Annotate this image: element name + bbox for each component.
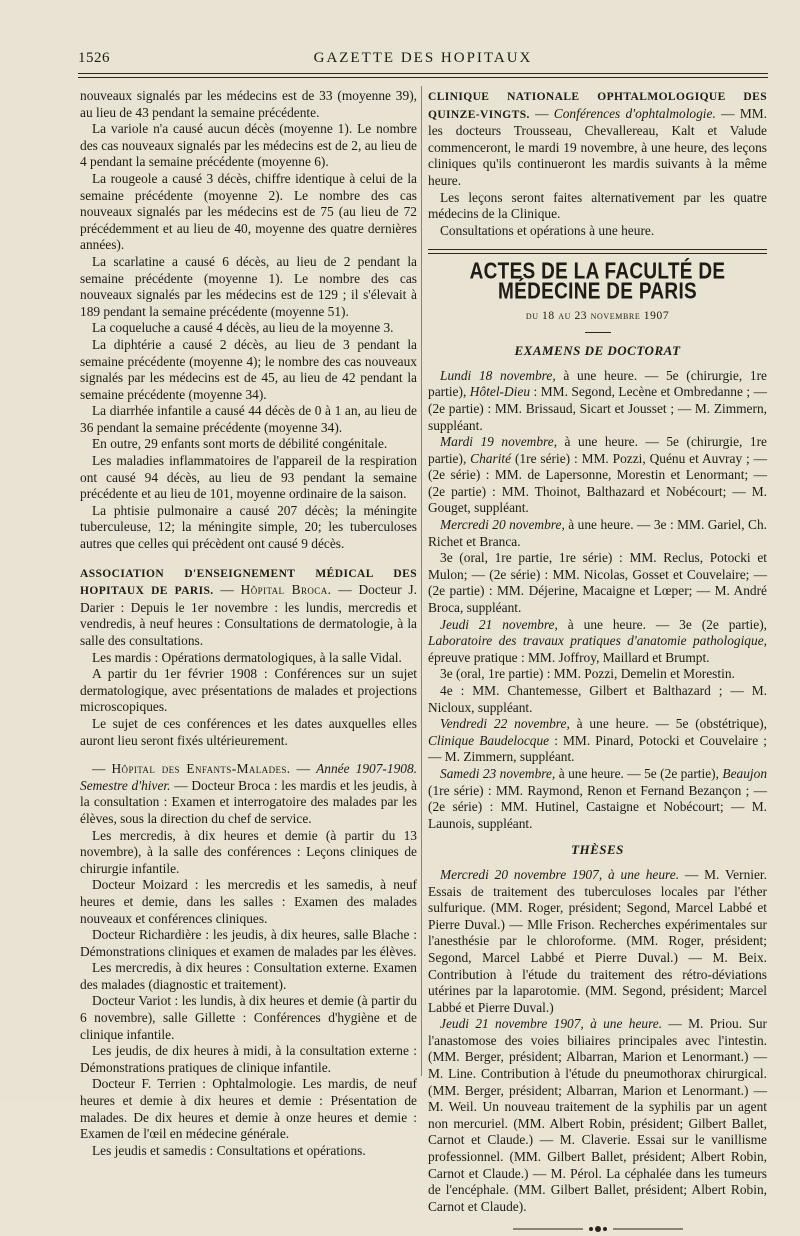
ornament-rule <box>513 1225 683 1233</box>
header-rule <box>78 73 768 74</box>
paragraph: Les mercredis, à dix heures : Consultation externe. Examen des malades (diagnostic et traitement). <box>80 960 417 992</box>
exam-entry: Samedi 23 novembre, à une heure. — 5e (2e partie), Beaujon (1re série) : MM. Raymond, Renon et Fernand Bezançon ; — (2e série) : MM. Hutinel, Castaigne et Nobécourt; — M. Launois, suppléant. <box>428 765 768 831</box>
paragraph: Les maladies inflammatoires de l'appareil de la respiration ont causé 94 décès, au lieu de 93 pendant la semaine précédente et au lieu de 101, moyenne ordinaire de la saison. <box>80 453 417 502</box>
hopital-enfants-malades: Hôpital des Enfants-Malades. <box>111 761 291 777</box>
theses-title: THÈSES <box>571 842 624 858</box>
left-column <box>80 88 417 1159</box>
conferences-label: Conférences d'ophtalmologie. <box>553 105 716 121</box>
paragraph: La coqueluche a causé 4 décès, au lieu de la moyenne 3. <box>92 320 394 336</box>
paragraph: La scarlatine a causé 6 décès, au lieu de 2 pendant la semaine précédente (moyenne 1). Le nombre des cas nouveaux signalés par les médecins est de 129 ; il s'élevait à 189 pendant la semaine précédente (moyenne 51). <box>80 253 417 319</box>
exam-entry: 4e : MM. Chantemesse, Gilbert et Balthazard ; — M. Nicloux, suppléant. <box>428 683 767 715</box>
enfants-malades-notice: — Hôpital des Enfants-Malades. — Année 1907-1908. Semestre d'hiver. — Docteur Broca : les mardis et les jeudis, à la consultation : Examen et interrogatoire des malades par les élèves, sous la direction du chef de service. <box>80 761 418 826</box>
paragraph: A partir du 1er février 1908 : Conférences sur un sujet dermatologique, avec présentations de malades et projections microscopiques. <box>80 666 417 715</box>
paragraph: Les mardis : Opérations dermatologiques, à la salle Vidal. <box>92 649 402 665</box>
clinique-notice: CLINIQUE NATIONALE OPHTALMOLOGIQUE DES QUINZE-VINGTS. — Conférences d'ophtalmologie. — MM. les docteurs Trousseau, Chevallereau, Kalt et Valude commenceront, le mardi 19 novembre, à une heure, des leçons cliniques qu'ils continueront les mardis suivants à la même heure. <box>428 91 767 188</box>
paragraph: Les mercredis, à dix heures et demie (à partir du 13 novembre), à la salle des conférences : Leçons cliniques de chirurgie infantile. <box>80 827 417 876</box>
right-column <box>428 88 767 1236</box>
clinique-heading: CLINIQUE NATIONALE OPHTALMOLOGIQUE DES QUINZE-VINGTS. <box>428 91 767 121</box>
exam-entry: 3e (oral, 1re partie, 1re série) : MM. Reclus, Potocki et Mulon; — (2e série) : MM. Nicolas, Gosset et Couvelaire; — (2e partie) : MM. Déjerine, Macaigne et Lœper; — M. André Broca, suppléant. <box>428 550 767 616</box>
paragraph: La phtisie pulmonaire a causé 207 décès; la méningite tuberculeuse, 12; la méningite simple, 20; les tuberculoses autres que celles qui précèdent ont causé 9 décès. <box>80 502 417 552</box>
exam-entry: Lundi 18 novembre, à une heure. — 5e (chirurgie, 1re partie), Hôtel-Dieu : MM. Segond, Lecène et Ombredanne ; — (2e partie) : MM. Brissaud, Sicart et Jousset ; — M. Zimmern, suppléant. <box>428 367 768 433</box>
paragraph: Les jeudis et samedis : Consultations et opérations. <box>92 1142 366 1158</box>
running-title: GAZETTE DES HOPITAUX <box>313 50 533 66</box>
paragraph: Docteur Variot : les lundis, à dix heures et demie (à partir du 6 novembre), salle Gillette : Conférences d'hygiène et de clinique infantile. <box>80 993 417 1042</box>
section-rule <box>428 249 767 254</box>
paragraph: La rougeole a causé 3 décès, chiffre identique à celui de la semaine précédente (moyenne 2). Le nombre des cas nouveaux signalés par les médecins est de 75 (au lieu de 72 précédemment et au lieu de 40, moyenne des quatre dernières années). <box>80 170 417 253</box>
semester-label: Année 1907-1908. Semestre d'hiver. <box>80 761 417 793</box>
exam-entry: 3e (oral, 1re partie) : MM. Pozzi, Demelin et Morestin. <box>440 666 735 682</box>
actes-dates: du 18 au 23 novembre 1907 <box>525 309 670 322</box>
exam-entry: Vendredi 22 novembre, à une heure. — 5e (obstétrique), Clinique Baudelocque : MM. Pinard, Potocki et Couvelaire ; — M. Zimmern, suppléant. <box>428 716 768 765</box>
short-rule <box>585 332 611 333</box>
page-number: 1526 <box>78 50 110 66</box>
association-heading: ASSOCIATION D'ENSEIGNEMENT MÉDICAL DES HOPITAUX DE PARIS. <box>80 567 417 598</box>
paragraph: La diphtérie a causé 2 décès, au lieu de 3 pendant la semaine précédente (moyenne 4); le nombre des cas nouveaux signalés par les médecins est de 45, au lieu de 42 pendant la semaine précédente (moyenne 34). <box>80 336 417 402</box>
hopital-broca: Hôpital Broca. <box>240 582 332 598</box>
header-rule-2 <box>78 77 768 78</box>
paragraph: nouveaux signalés par les médecins est de 33 (moyenne 39), au lieu de 43 pendant la semaine précédente. <box>80 88 417 120</box>
paragraph: La diarrhée infantile a causé 44 décès de 0 à 1 an, au lieu de 36 pendant la semaine précédente (moyenne 34). <box>80 403 417 435</box>
paragraph: Les jeudis, de dix heures à midi, à la consultation externe : Démonstrations pratiques de clinique infantile. <box>80 1043 417 1075</box>
exam-entry: Mardi 19 novembre, à une heure. — 5e (chirurgie, 1re partie), Charité (1re série) : MM. Pozzi, Quénu et Auvray ; — (2e série) : MM. de Lapersonne, Morestin et Lenormant; — (2e partie) : MM. Thoinot, Balthazard et Nobécourt; — M. Gouget, suppléant. <box>428 434 767 516</box>
exam-entry: Mercredi 20 novembre, à une heure. — 3e : MM. Gariel, Ch. Richet et Branca. <box>428 517 767 549</box>
column-divider <box>421 86 422 1076</box>
end-ornament <box>513 1225 683 1236</box>
paragraph: Docteur Richardière : les jeudis, à dix heures, salle Blache : Démonstrations cliniques et examen de malades par les élèves. <box>80 927 417 959</box>
these-entry: Jeudi 21 novembre 1907, à une heure. — M. Priou. Sur l'anastomose des voies biliaires principales avec l'intestin. (MM. Berger, président; Albarran, Marion et Lenormant.) — M. Line. Contribution à l'étude du pneumothorax chirurgical. (MM. Berger, président; Albarran, Marion et Lenormant.) — M. Weil. Un nouveau traitement de la syphilis par un agent non mercuriel. (MM. Albert Robin, président; Gilbert Ballet, Carnot et Claude.) — M. Claverie. Essai sur le vanillisme professionnel. (MM. Gilbert Ballet, président; Albert Robin, Carnot et Claude.) — M. Pérol. La céphalée dans les tumeurs de l'encéphale. (MM. Gilbert Ballet, président; Albert Robin, Carnot et Claude). <box>428 1016 767 1214</box>
paragraph: Docteur Moizard : les mercredis et les samedis, à neuf heures et demie, dans les salles : Examen des malades nouveaux et conférences cliniques. <box>80 877 417 926</box>
exam-entry: Jeudi 21 novembre, à une heure. — 3e (2e partie), Laboratoire des travaux pratiques d'anatomie pathologique, épreuve pratique : MM. Joffroy, Maillard et Brumpt. <box>428 616 767 665</box>
page-header <box>78 50 768 70</box>
paragraph: La variole n'a causé aucun décès (moyenne 1). Le nombre des cas nouveaux signalés par les médecins est de 2, au lieu de 4 pendant la semaine précédente (moyenne 6). <box>80 121 417 170</box>
paragraph: Le sujet de ces conférences et les dates auxquelles elles auront lieu seront fixés ultérieurement. <box>80 715 417 748</box>
these-entry: Mercredi 20 novembre 1907, à une heure. — M. Vernier. Essais de traitement des tuberculoses locales par l'éther sulfurique. (MM. Roger, président; Segond, Marcel Labbé et Pierre Duval.) — Mlle Frison. Recherches expérimentales sur l'anesthésie par le chloroforme. (MM. Roger, président; Segond, Marcel Labbé et Pierre Duval.) — M. Beix. Contribution à l'étude du traitement des rétro-déviations utérines par la laparotomie. (MM. Segond, président; Marcel Labbé et Pierre Duval.) <box>428 866 767 1015</box>
paragraph: En outre, 29 enfants sont morts de débilité congénitale. <box>92 436 388 452</box>
paragraph: Les leçons seront faites alternativement par les quatre médecins de la Clinique. <box>428 189 767 222</box>
paragraph: Docteur F. Terrien : Ophtalmologie. Les mardis, de neuf heures et demie à dix heures et demie : Présentation de malades. De dix heures et demie à onze heures et demie : Examen de l'œil en médecine générale. <box>80 1076 417 1142</box>
association-notice: ASSOCIATION D'ENSEIGNEMENT MÉDICAL DES HOPITAUX DE PARIS. — Hôpital Broca. — Docteur J. Darier : Depuis le 1er novembre : les lundis, mercredis et vendredis, à neuf heures : Consultations de dermatologie, à la salle des consultations. <box>80 567 417 648</box>
actes-title: ACTES DE LA FACULTÉ DE MÉDECINE DE PARIS <box>469 259 726 305</box>
examens-title: EXAMENS DE DOCTORAT <box>514 343 681 359</box>
paragraph: Consultations et opérations à une heure. <box>440 222 655 238</box>
